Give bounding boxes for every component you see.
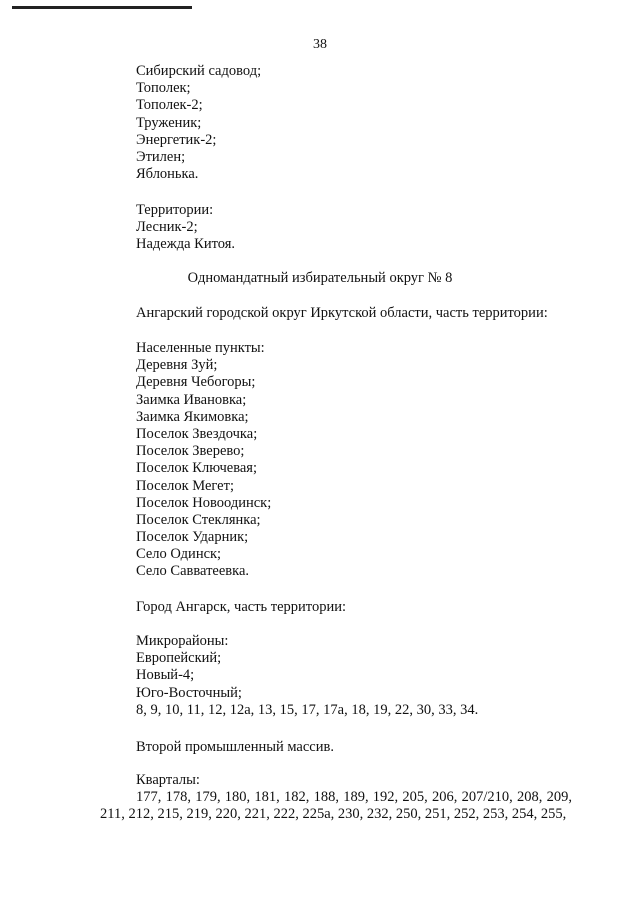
list-item: Тополек-2; bbox=[136, 97, 203, 114]
list-item: Деревня Зуй; bbox=[136, 357, 218, 374]
list-item: Поселок Ключевая; bbox=[136, 460, 257, 477]
list-item: Заимка Якимовка; bbox=[136, 408, 249, 425]
list-territories bbox=[136, 202, 235, 254]
list-item: Надежда Китоя. bbox=[136, 236, 236, 253]
list-item: Село Савватеевка. bbox=[136, 563, 250, 580]
quarters-heading: Кварталы: bbox=[136, 772, 200, 788]
district-part-heading: Ангарский городской округ Иркутской области, часть территории: bbox=[136, 305, 548, 321]
list-heading: Микрорайоны: bbox=[136, 633, 229, 649]
list-item: Тополек; bbox=[136, 80, 191, 97]
list-item: Поселок Мегет; bbox=[136, 477, 234, 494]
list-heading: Территории: bbox=[136, 202, 214, 218]
district-title: Одномандатный избирательный округ № 8 bbox=[187, 270, 453, 286]
list-item: Деревня Чебогоры; bbox=[136, 374, 256, 391]
list-item: Поселок Зверево; bbox=[136, 443, 245, 460]
list-heading: Населенные пункты: bbox=[136, 340, 265, 356]
list-item: Яблонька. bbox=[136, 166, 199, 183]
list-item: Энергетик-2; bbox=[136, 131, 217, 148]
list-item: Труженик; bbox=[136, 114, 202, 131]
list-item: Юго-Восточный; bbox=[136, 684, 242, 701]
list-settlements bbox=[136, 340, 271, 581]
list-item: Поселок Стеклянка; bbox=[136, 511, 261, 528]
quarters-line-1: 177, 178, 179, 180, 181, 182, 188, 189, 192, 205, 206, 207/210, 208, 209, bbox=[136, 789, 572, 805]
list-item: Заимка Ивановка; bbox=[136, 391, 247, 408]
list-item: Поселок Ударник; bbox=[136, 529, 249, 546]
city-part-heading: Город Ангарск, часть территории: bbox=[136, 599, 347, 615]
industrial-area: Второй промышленный массив. bbox=[136, 739, 334, 755]
list-item: Сибирский садовод; bbox=[136, 63, 262, 79]
page-number: 38 bbox=[313, 37, 327, 52]
list-item: Новый-4; bbox=[136, 667, 195, 684]
list-item: 8, 9, 10, 11, 12, 12а, 13, 15, 17, 17а, 18, 19, 22, 30, 33, 34. bbox=[136, 701, 479, 718]
list-item: Европейский; bbox=[136, 650, 222, 667]
quarters-line-2: 211, 212, 215, 219, 220, 221, 222, 225а, 230, 232, 250, 251, 252, 253, 254, 255, bbox=[100, 806, 567, 822]
list-item: Поселок Звездочка; bbox=[136, 425, 258, 442]
list-item: Село Одинск; bbox=[136, 546, 222, 563]
list-microdistricts bbox=[136, 633, 478, 719]
list-garden-societies bbox=[136, 63, 261, 183]
list-item: Этилен; bbox=[136, 148, 186, 165]
list-item: Поселок Новоодинск; bbox=[136, 494, 272, 511]
top-rule bbox=[12, 6, 192, 9]
list-item: Лесник-2; bbox=[136, 219, 198, 236]
